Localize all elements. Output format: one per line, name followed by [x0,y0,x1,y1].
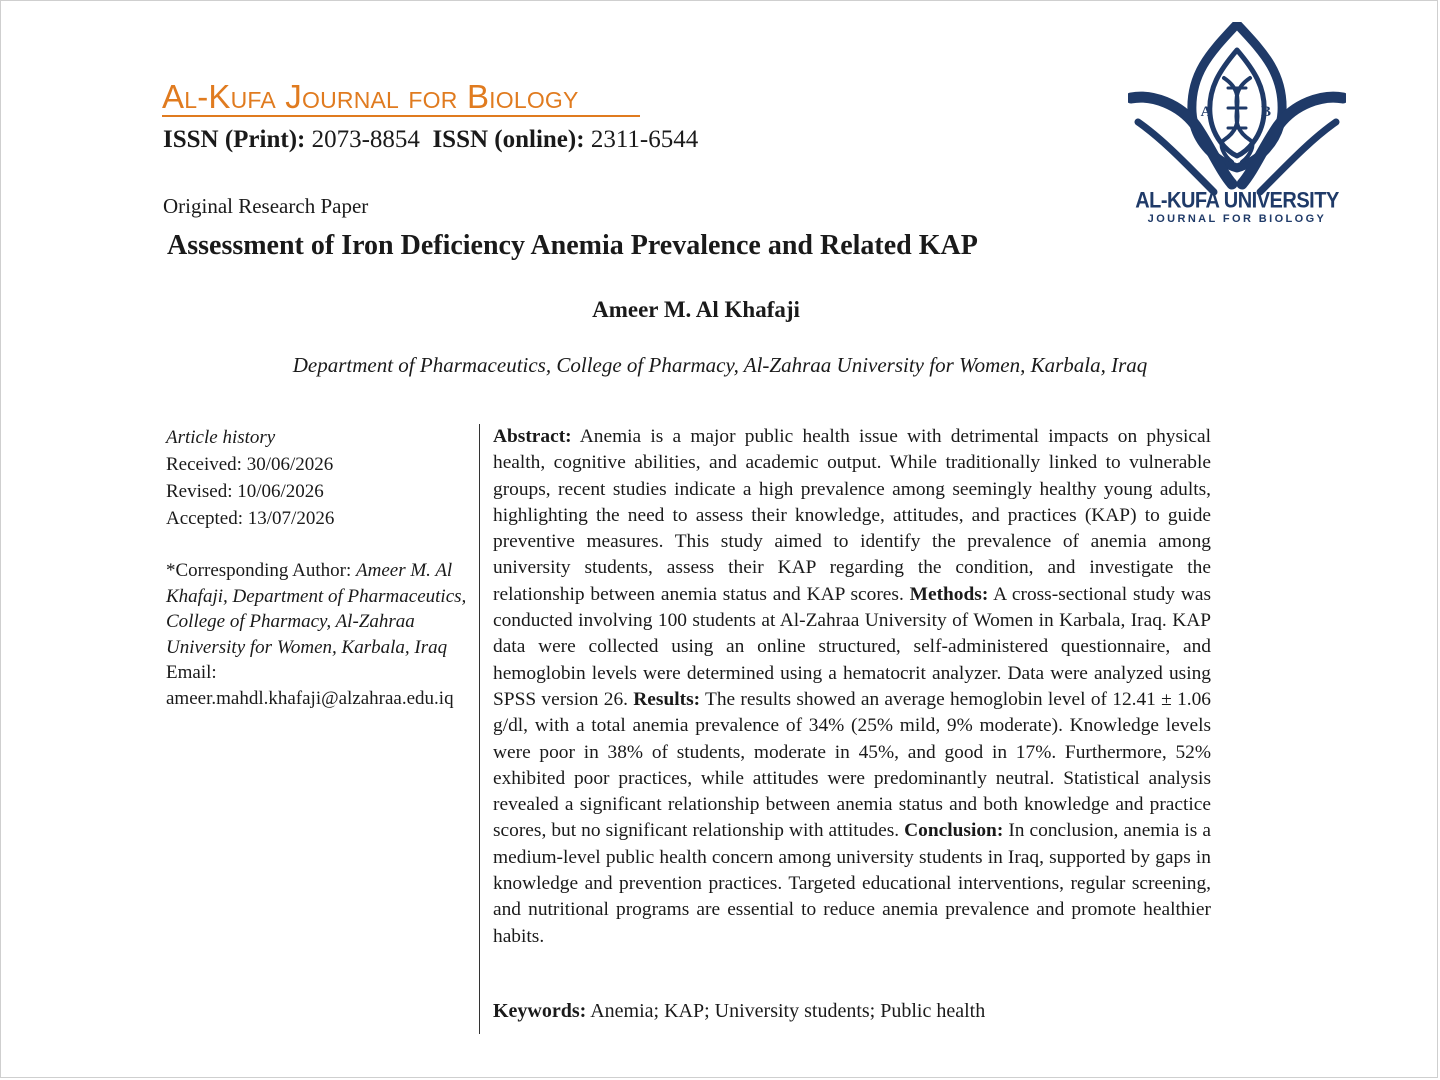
methods-label: Methods: [909,583,989,605]
paper-type: Original Research Paper [163,194,369,218]
author-name: Ameer M. Al Khafaji [592,297,800,322]
accepted-date: Accepted: 13/07/2026 [166,508,335,529]
journal-title-underline [162,115,640,117]
conclusion-label: Conclusion: [904,820,1004,842]
keywords-label: Keywords: [493,1000,587,1022]
issn-online-value: 2311-6544 [590,126,699,153]
logo-letter-b: B [1260,104,1272,120]
corresponding-author [166,558,478,660]
issn-online-label: ISSN (online): [432,126,585,153]
issn-print-value: 2073-8854 [311,126,420,153]
results-label: Results: [633,688,701,710]
abstract-text: Anemia is a major public health issue with detrimental impacts on physical health, cognitive abilities, and academic output. While traditionally linked to vulnerable groups, recent studies indicate a high prevalence among seemingly healthy young adults, highlighting the need to assess their knowledge, attitudes, and practices (KAP) to guide preventive measures. This study aimed to identify the prevalence of anemia among university students, assess their KAP regarding the condition, and investigate the relationship between anemia status and KAP scores. [493,426,1212,605]
author-affiliation: Department of Pharmaceutics, College of Pharmacy, Al-Zahraa University for Women, Karbala, Iraq [292,353,1148,377]
received-date: Received: 30/06/2026 [166,454,334,475]
paper-title: Assessment of Iron Deficiency Anemia Prevalence and Related KAP [167,230,978,261]
email-label: Email: [166,662,217,683]
revised-date: Revised: 10/06/2026 [166,481,324,502]
keywords [493,1000,1213,1023]
logo-journal-name: JOURNAL FOR BIOLOGY [1147,213,1327,225]
corresponding-label: *Corresponding Author: [166,560,352,581]
abstract-body [493,424,1211,950]
journal-title: Al-Kufa Journal for Biology [162,78,579,115]
corresponding-text: Ameer M. Al Khafaji, Department of Pharmaceutics, College of Pharmacy, Al-Zahraa University for Women, Karbala, Iraq [166,560,467,658]
conclusion-text: In conclusion, anemia is a medium-level public health concern among university students in Iraq, supported by gaps in knowledge and prevention practices. Targeted educational interventions, regular screening, and nutritional programs are essential to reduce anemia prevalence and promote healthier habits. [493,820,1211,947]
keywords-text: Anemia; KAP; University students; Public health [590,1000,986,1022]
logo-university-name: AL-KUFA UNIVERSITY [1135,188,1339,214]
results-text: The results showed an average hemoglobin level of 12.41 ± 1.06 g/dl, with a total anemia prevalence of 34% (25% mild, 9% moderate). Knowledge levels were poor in 38% of students, moderate in 45%, and good in 17%. Furthermore, 52% exhibited poor practices, while attitudes were predominantly neutral. Statistical analysis revealed a significant relationship between anemia status and both knowledge and practice scores, but no significant relationship with attitudes. [493,688,1211,842]
logo-letter-a: A [1200,104,1212,120]
issn-line [163,126,698,154]
methods-text: A cross-sectional study was conducted involving 100 students at Al-Zahraa University of Women in Karbala, Iraq. KAP data were collected using an online structured, self-administered questionnaire, and hemoglobin levels were determined using a hematocrit analyzer. Data were analyzed using SPSS version 26. [493,583,1211,710]
column-divider [479,424,480,1034]
article-history-heading: Article history [166,427,276,448]
email-address[interactable]: ameer.mahdl.khafaji@alzahraa.edu.iq [166,687,454,709]
sidebar-gap [166,532,478,558]
article-info-sidebar [166,424,478,711]
issn-print-label: ISSN (Print): [163,126,306,153]
abstract-label: Abstract: [493,426,572,447]
